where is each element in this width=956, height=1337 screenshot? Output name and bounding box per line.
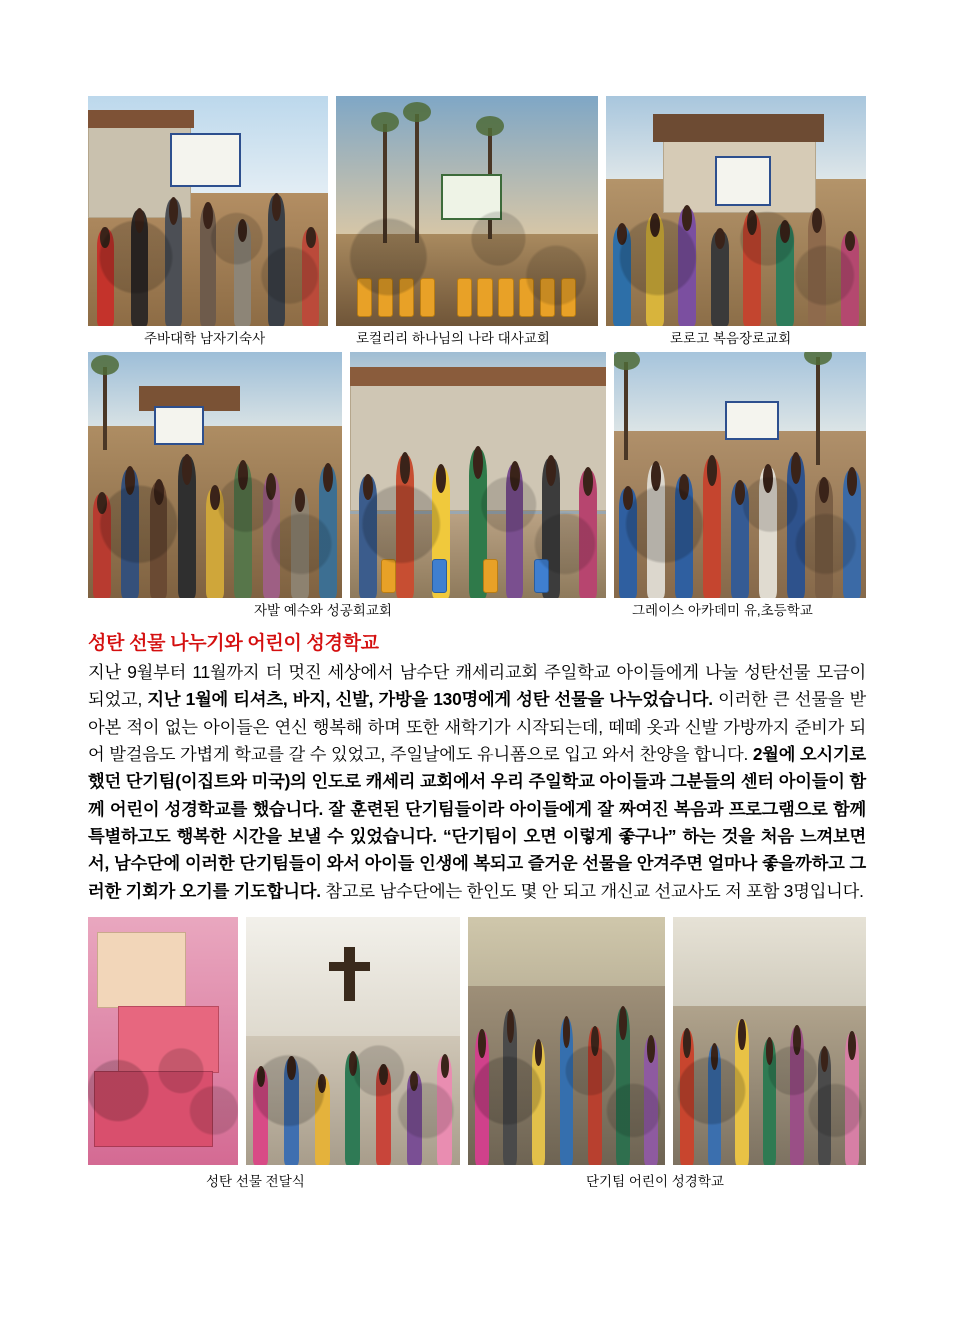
article-run-1: 지난 1월에 티셔츠, 바지, 신발, 가방을 130명에게 성탄 선물을 나누었습니다. bbox=[147, 689, 713, 710]
caption-photo-2-1: 자발 예수와 성공회교회 bbox=[254, 603, 392, 618]
caption-photo-1-3: 로로고 복음장로교회 bbox=[670, 331, 792, 346]
photo-row-2 bbox=[88, 352, 866, 598]
photo-lorogo-presbyterian-church bbox=[606, 96, 866, 326]
photo-christmas-gifts-pile bbox=[88, 917, 238, 1165]
article-run-2: 이러한 큰 선물을 받아본 적이 없는 아이들은 연신 행복해 하며 또한 새학기가 시작되는데, 떼떼 옷과 신발 가방까지 준비가 되어 발걸음도 가볍게 학교를 갈 수 있었고, 주일날에도 유니폼으로 입고 와서 찬양을 합니다. bbox=[88, 689, 866, 764]
caption-photo-1-1: 주바대학 남자기숙사 bbox=[144, 331, 266, 346]
photo-vbs-children-praising bbox=[673, 917, 866, 1165]
document-content bbox=[88, 96, 866, 1195]
page-title: 성탄 선물 나누기와 어린이 성경학교 bbox=[88, 633, 379, 654]
photo-row-1 bbox=[88, 96, 866, 326]
article-run-4: 참고로 남수단에는 한인도 몇 안 되고 개신교 선교사도 저 포함 3명입니다. bbox=[320, 880, 864, 901]
photo-lokiliri-church bbox=[336, 96, 598, 326]
article-run-3: 2월에 오시기로 했던 단기팀(이집트와 미국)의 인도로 캐세리 교회에서 우리 주일학교 아이들과 그분들의 센터 아이들이 함께 어린이 성경학교를 했습니다. 잘 훈련된 단기팀들이라 아이들에게 잘 짜여진 복음과 프로그램으로 함께 특별하고도 행복한 시간을 보낼 수 있었습니다. “단기팀이 오면 이렇게 좋구나” 하는 것을 처음 느껴보면서, 남수단에 이러한 단기팀들이 와서 아이들 인생에 복되고 즐거운 선물을 안겨주면 얼마나 좋을까하고 그러한 기회가 오기를 기도합니다. bbox=[88, 743, 866, 901]
photo-grace-academy-school bbox=[614, 352, 866, 598]
caption-row-3 bbox=[88, 1169, 866, 1195]
caption-row-2 bbox=[88, 598, 866, 624]
caption-photo-3-2: 단기팀 어린이 성경학교 bbox=[586, 1173, 724, 1189]
photo-row-3 bbox=[88, 917, 866, 1165]
caption-row-1 bbox=[88, 326, 866, 352]
caption-photo-1-2: 로컬리리 하나님의 나라 대사교회 bbox=[356, 331, 550, 346]
article-body bbox=[88, 659, 866, 905]
caption-photo-2-3: 그레이스 아카데미 유,초등학교 bbox=[632, 603, 813, 618]
caption-photo-3-1: 성탄 선물 전달식 bbox=[206, 1173, 305, 1189]
photo-juba-university-dorm bbox=[88, 96, 328, 326]
photo-gift-ceremony-in-church bbox=[246, 917, 461, 1165]
photo-children-with-water-cans bbox=[350, 352, 606, 598]
photo-vbs-under-tent bbox=[468, 917, 665, 1165]
article-run-0: 지난 9월부터 11월까지 더 멋진 세상에서 남수단 캐세리교회 주일학교 아이들에게 나눌 성탄선물 모금이 되었고, bbox=[88, 662, 866, 710]
photo-jebel-jesus-episcopal-church bbox=[88, 352, 342, 598]
